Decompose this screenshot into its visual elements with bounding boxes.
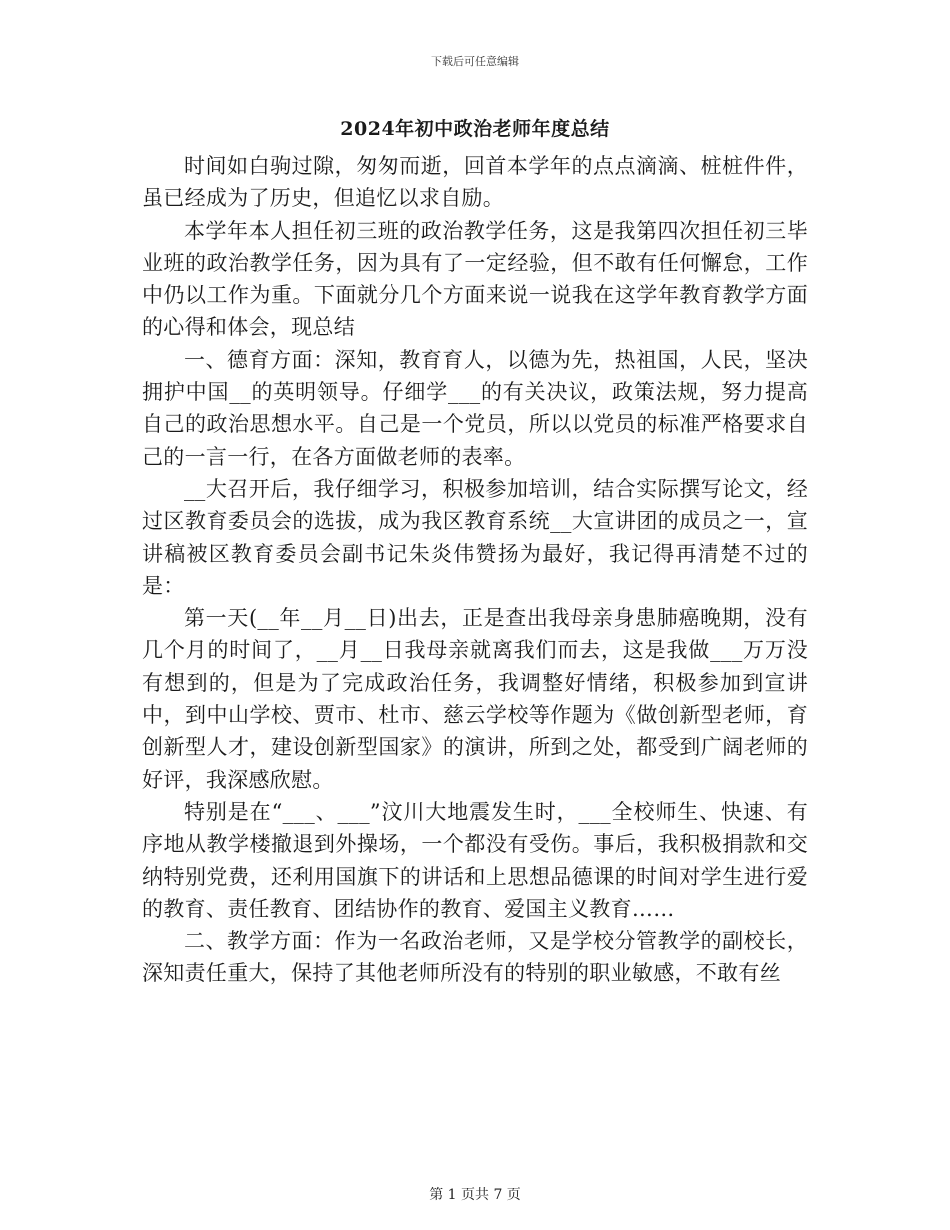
paragraph-first-day: 第一天(__年__月__日)出去，正是查出我母亲身患肺癌晚期，没有几个月的时间了，__月__日我母亲就离我们而去，这是我做___万万没有想到的，但是为了完成政治任务，我调整好情绪，积极参加到宣讲中，到中山学校、贾市、杜市、慈云学校等作题为《做创新型老师，育创新型人才，建设创新型国家》的演讲，所到之处，都受到广阔老师的好评，我深感欣慰。 — [142, 606, 808, 792]
page-number: 第 1 页共 7 页 — [429, 1187, 521, 1203]
paragraph-lecture-team: __大召开后，我仔细学习，积极参加培训，结合实际撰写论文，经过区教育委员会的选拔，成为我区教育系统__大宣讲团的成员之一，宣讲稿被区教育委员会副书记朱炎伟赞扬为最好，我记得再清楚不过的是： — [142, 476, 808, 598]
paragraph-moral-education: 一、德育方面：深知，教育育人，以德为先，热祖国，人民，坚决拥护中国__的英明领导。仔细学___的有关决议，政策法规，努力提高自己的政治思想水平。自己是一个党员，所以以党员的标准严格要求自己的一言一行，在各方面做老师的表率。 — [142, 347, 808, 469]
download-edit-note: 下载后可任意编辑 — [431, 55, 519, 68]
paragraph-teaching-section: 二、教学方面：作为一名政治老师，又是学校分管教学的副校长，深知责任重大，保持了其他老师所没有的特别的职业敏感，不敢有丝 — [142, 929, 808, 986]
document-body — [142, 150, 808, 990]
paragraph-earthquake: 特别是在“___、___”汶川大地震发生时，___全校师生、快速、有序地从教学楼撤退到外操场，一个都没有受伤。事后，我积极捐款和交纳特别党费，还利用国旗下的讲话和上思想品德课的时间对学生进行爱的教育、责任教育、团结协作的教育、爱国主义教育…… — [142, 799, 808, 921]
paragraph-intro: 时间如白驹过隙，匆匆而逝，回首本学年的点点滴滴、桩桩件件，虽已经成为了历史，但追忆以求自励。 — [142, 154, 808, 211]
document-title: 2024年初中政治老师年度总结 — [340, 118, 610, 140]
paragraph-teaching-duty: 本学年本人担任初三班的政治教学任务，这是我第四次担任初三毕业班的政治教学任务，因为具有了一定经验，但不敢有任何懈怠，工作中仍以工作为重。下面就分几个方面来说一说我在这学年教育教学方面的心得和体会，现总结 — [142, 218, 808, 340]
